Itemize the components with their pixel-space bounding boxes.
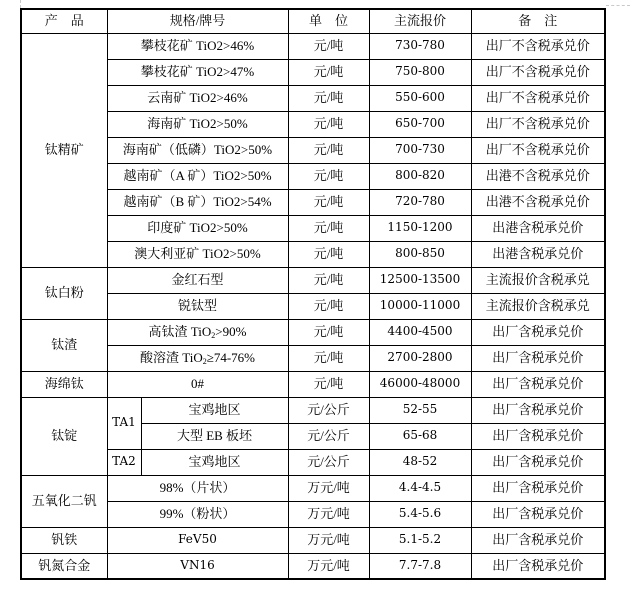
cell-unit: 元/吨 bbox=[288, 163, 369, 189]
cell-price: 5.4-5.6 bbox=[369, 501, 471, 527]
cell-note: 出港含税承兑价 bbox=[471, 215, 605, 241]
header-product: 产 品 bbox=[21, 9, 107, 33]
cell-note: 出厂不含税承兑价 bbox=[471, 137, 605, 163]
table-row bbox=[21, 397, 605, 423]
cell-unit: 元/吨 bbox=[288, 319, 369, 345]
spec-text: ≥74-76% bbox=[206, 349, 256, 365]
cell-unit: 元/吨 bbox=[288, 111, 369, 137]
cell-spec: 大型 EB 板坯 bbox=[141, 423, 288, 449]
cell-unit: 元/吨 bbox=[288, 59, 369, 85]
cell-spec: 越南矿（A 矿）TiO2>50% bbox=[107, 163, 288, 189]
cell-price: 550-600 bbox=[369, 85, 471, 111]
table-row bbox=[21, 85, 605, 111]
cell-unit: 万元/吨 bbox=[288, 527, 369, 553]
cell-product: 钒铁 bbox=[21, 527, 107, 553]
cell-spec: 海南矿 TiO2>50% bbox=[107, 111, 288, 137]
cell-unit: 元/公斤 bbox=[288, 397, 369, 423]
cell-price: 5.1-5.2 bbox=[369, 527, 471, 553]
cell-unit: 元/吨 bbox=[288, 189, 369, 215]
cell-unit: 元/吨 bbox=[288, 241, 369, 267]
cell-price: 4.4-4.5 bbox=[369, 475, 471, 501]
cell-price: 720-780 bbox=[369, 189, 471, 215]
table-row bbox=[21, 111, 605, 137]
cell-spec: 云南矿 TiO2>46% bbox=[107, 85, 288, 111]
cell-price: 4400-4500 bbox=[369, 319, 471, 345]
table-row bbox=[21, 33, 605, 59]
cell-product: 钒氮合金 bbox=[21, 553, 107, 579]
cell-price: 7.7-7.8 bbox=[369, 553, 471, 579]
cell-unit: 元/公斤 bbox=[288, 423, 369, 449]
cell-unit: 元/吨 bbox=[288, 293, 369, 319]
header-price: 主流报价 bbox=[369, 9, 471, 33]
cell-product: 海绵钛 bbox=[21, 371, 107, 397]
cell-price: 800-850 bbox=[369, 241, 471, 267]
cell-spec bbox=[107, 319, 288, 345]
cell-unit: 元/公斤 bbox=[288, 449, 369, 475]
cell-note: 出厂含税承兑价 bbox=[471, 319, 605, 345]
table-row bbox=[21, 371, 605, 397]
table-row bbox=[21, 137, 605, 163]
cell-product: 五氧化二钒 bbox=[21, 475, 107, 527]
cell-spec: 宝鸡地区 bbox=[141, 397, 288, 423]
cell-unit: 元/吨 bbox=[288, 85, 369, 111]
cell-spec: 攀枝花矿 TiO2>47% bbox=[107, 59, 288, 85]
chem-subscript: 2 bbox=[211, 330, 216, 340]
cell-price: 700-730 bbox=[369, 137, 471, 163]
cell-price: 12500-13500 bbox=[369, 267, 471, 293]
table-row bbox=[21, 293, 605, 319]
table-row bbox=[21, 189, 605, 215]
cell-note: 出港不含税承兑价 bbox=[471, 163, 605, 189]
cell-note: 出厂含税承兑价 bbox=[471, 553, 605, 579]
cell-note: 出厂含税承兑价 bbox=[471, 397, 605, 423]
cell-spec: 印度矿 TiO2>50% bbox=[107, 215, 288, 241]
table-row bbox=[21, 449, 605, 475]
cell-note: 出厂不含税承兑价 bbox=[471, 85, 605, 111]
spec-text: 高钛渣 TiO bbox=[148, 323, 212, 339]
cell-price: 750-800 bbox=[369, 59, 471, 85]
cell-note: 出厂含税承兑价 bbox=[471, 449, 605, 475]
cell-spec: 攀枝花矿 TiO2>46% bbox=[107, 33, 288, 59]
cell-spec: 锐钛型 bbox=[107, 293, 288, 319]
chem-subscript: 2 bbox=[202, 356, 207, 366]
cell-price: 2700-2800 bbox=[369, 345, 471, 371]
cell-spec: 0# bbox=[107, 371, 288, 397]
table-row bbox=[21, 345, 605, 371]
cell-note: 出厂含税承兑价 bbox=[471, 475, 605, 501]
cell-product: 钛渣 bbox=[21, 319, 107, 371]
cell-price: 1150-1200 bbox=[369, 215, 471, 241]
cell-spec: FeV50 bbox=[107, 527, 288, 553]
cell-spec bbox=[107, 345, 288, 371]
cell-price: 48-52 bbox=[369, 449, 471, 475]
cell-note: 出厂含税承兑价 bbox=[471, 527, 605, 553]
cell-note: 出厂含税承兑价 bbox=[471, 345, 605, 371]
cell-note: 出厂含税承兑价 bbox=[471, 423, 605, 449]
table-row bbox=[21, 475, 605, 501]
cell-product: 钛精矿 bbox=[21, 33, 107, 267]
cell-grade: TA2 bbox=[107, 449, 141, 475]
cell-spec: 宝鸡地区 bbox=[141, 449, 288, 475]
cell-unit: 元/吨 bbox=[288, 267, 369, 293]
cell-spec: 99%（粉状） bbox=[107, 501, 288, 527]
cell-price: 800-820 bbox=[369, 163, 471, 189]
cell-note: 出港不含税承兑价 bbox=[471, 189, 605, 215]
cell-price: 46000-48000 bbox=[369, 371, 471, 397]
cell-note: 出厂不含税承兑价 bbox=[471, 111, 605, 137]
cell-unit: 元/吨 bbox=[288, 137, 369, 163]
cell-note: 主流报价含税承兑 bbox=[471, 293, 605, 319]
cell-grade: TA1 bbox=[107, 397, 141, 449]
table-row bbox=[21, 59, 605, 85]
cell-spec: 金红石型 bbox=[107, 267, 288, 293]
page-margin-mark-left bbox=[20, 0, 21, 8]
titanium-price-table bbox=[20, 8, 606, 580]
header-note: 备 注 bbox=[471, 9, 605, 33]
cell-note: 出港含税承兑价 bbox=[471, 241, 605, 267]
cell-note: 出厂含税承兑价 bbox=[471, 501, 605, 527]
cell-note: 出厂不含税承兑价 bbox=[471, 33, 605, 59]
cell-price: 650-700 bbox=[369, 111, 471, 137]
cell-note: 出厂不含税承兑价 bbox=[471, 59, 605, 85]
cell-product: 钛白粉 bbox=[21, 267, 107, 319]
cell-product: 钛锭 bbox=[21, 397, 107, 475]
cell-spec: 澳大利亚矿 TiO2>50% bbox=[107, 241, 288, 267]
cell-spec: 越南矿（B 矿）TiO2>54% bbox=[107, 189, 288, 215]
table-row bbox=[21, 553, 605, 579]
table-row bbox=[21, 527, 605, 553]
cell-price: 65-68 bbox=[369, 423, 471, 449]
cell-price: 730-780 bbox=[369, 33, 471, 59]
cell-unit: 元/吨 bbox=[288, 33, 369, 59]
cell-unit: 元/吨 bbox=[288, 371, 369, 397]
page-margin-mark-right bbox=[606, 5, 630, 6]
table-row bbox=[21, 319, 605, 345]
cell-unit: 万元/吨 bbox=[288, 475, 369, 501]
table-row bbox=[21, 501, 605, 527]
header-unit: 单 位 bbox=[288, 9, 369, 33]
cell-unit: 万元/吨 bbox=[288, 553, 369, 579]
table-row bbox=[21, 163, 605, 189]
spec-text: >90% bbox=[215, 323, 247, 339]
table-row bbox=[21, 267, 605, 293]
cell-unit: 万元/吨 bbox=[288, 501, 369, 527]
header-spec: 规格/牌号 bbox=[107, 9, 288, 33]
cell-note: 出厂含税承兑价 bbox=[471, 371, 605, 397]
cell-spec: 98%（片状） bbox=[107, 475, 288, 501]
cell-spec: VN16 bbox=[107, 553, 288, 579]
spec-text: 酸溶渣 TiO bbox=[139, 349, 203, 365]
cell-note: 主流报价含税承兑 bbox=[471, 267, 605, 293]
table-row bbox=[21, 241, 605, 267]
cell-price: 10000-11000 bbox=[369, 293, 471, 319]
cell-spec: 海南矿（低磷）TiO2>50% bbox=[107, 137, 288, 163]
cell-unit: 元/吨 bbox=[288, 215, 369, 241]
table-header-row bbox=[21, 9, 605, 33]
cell-unit: 元/吨 bbox=[288, 345, 369, 371]
table-row bbox=[21, 215, 605, 241]
cell-price: 52-55 bbox=[369, 397, 471, 423]
